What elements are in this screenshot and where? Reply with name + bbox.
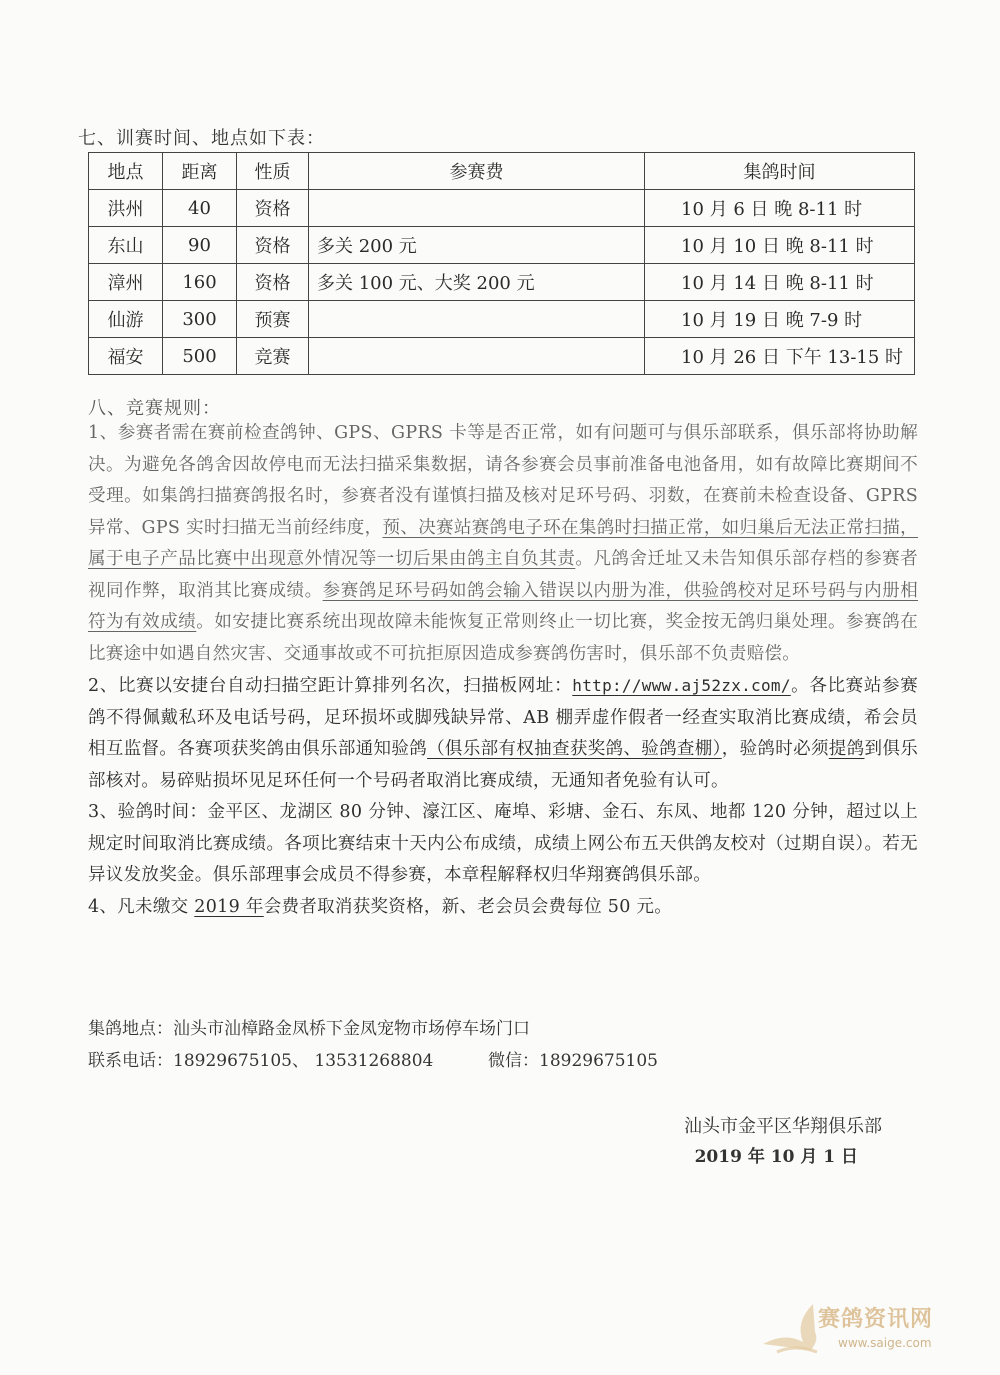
- collection-location: [88, 1014, 530, 1039]
- cell-location: 洪州: [89, 190, 163, 227]
- header-type: 性质: [237, 153, 309, 190]
- cell-distance: 40: [163, 190, 237, 227]
- signature-org: 汕头市金平区华翔俱乐部: [684, 1116, 882, 1137]
- rule-3: 3、验鸽时间：金平区、龙湖区 80 分钟、濠江区、庵埠、彩塘、金石、东凤、地都 120 分钟，超过以上规定时间取消比赛成绩。各项比赛结束十天内公布成绩，成绩上网公布五天供鸽友校对（过期自误）。若无异议发放奖金。俱乐部理事会成员不得参赛，本章程解释权归华翔赛鸽俱乐部。: [88, 802, 918, 885]
- table-row: [89, 301, 915, 338]
- phone-value: 18929675105、 13531268804: [173, 1051, 434, 1071]
- cell-type: 预赛: [237, 301, 309, 338]
- rule-2-text-c: ，验鸽时必须: [721, 739, 829, 759]
- cell-time: 10 月 6 日 晚 8-11 时: [645, 190, 915, 227]
- table-row: [89, 190, 915, 227]
- rule-1-underlined-b: 参赛鸽足环号码如鸽会输入错误以内册为准，供验鸽校对足环号码与内册相符为有效成绩: [88, 580, 918, 632]
- watermark-url: www.saige.com: [838, 1336, 932, 1350]
- cell-distance: 300: [163, 301, 237, 338]
- contact-phone: [88, 1046, 658, 1071]
- cell-type: 竞赛: [237, 338, 309, 375]
- table-row: [89, 338, 915, 375]
- location-label: 集鸽地点：: [88, 1019, 173, 1039]
- cell-distance: 500: [163, 338, 237, 375]
- rule-2-text-b: 。各比赛站参赛鸽不得佩戴私环及电话号码，足环损坏或脚残缺异常、AB 棚弄虚作假者一经查实取消比赛成绩，希会员相互监督。各赛项获奖鸽由俱乐部通知验鸽: [88, 676, 918, 759]
- rule-4: [88, 892, 918, 924]
- header-location: 地点: [89, 153, 163, 190]
- rule-2-text: 2、比赛以安捷台自动扫描空距计算排列名次，扫描板网址：: [88, 676, 573, 696]
- wechat: [488, 1046, 658, 1071]
- section-8-title: 八、竞赛规则：: [88, 398, 221, 419]
- rules-body: [88, 418, 918, 923]
- table-row: [89, 264, 915, 301]
- cell-type: 资格: [237, 264, 309, 301]
- header-distance: 距离: [163, 153, 237, 190]
- watermark-name: 赛鸽资讯网: [818, 1307, 934, 1332]
- signature-date: 2019 年 10 月 1 日: [694, 1147, 858, 1167]
- cell-time: 10 月 26 日 下午 13-15 时: [645, 338, 915, 375]
- rule-4-underlined: 2019 年: [194, 896, 264, 917]
- cell-distance: 90: [163, 227, 237, 264]
- table-header-row: [89, 153, 915, 190]
- cell-fee: 多关 100 元、大奖 200 元: [309, 264, 645, 301]
- cell-location: 漳州: [89, 264, 163, 301]
- rule-1-text: 1、参赛者需在赛前检查鸽钟、GPS、GPRS 卡等是否正常，如有问题可与俱乐部联系，俱乐部将协助解决。为避免各鸽舍因故停电而无法扫描采集数据，请各参赛会员事前准备电池备用，如有故障比赛期间不受理。如集鸽扫描赛鸽报名时，参赛者没有谨慎扫描及核对足环号码、羽数，在赛前未检查设备、GPRS 异常、GPS 实时扫描无当前经纬度，: [88, 423, 918, 538]
- cell-time: 10 月 14 日 晚 8-11 时: [645, 264, 915, 301]
- header-collection-time: 集鸽时间: [645, 153, 915, 190]
- location-value: 汕头市汕樟路金凤桥下金凤宠物市场停车场门口: [173, 1019, 530, 1039]
- rule-4-text: 4、凡未缴交: [88, 896, 195, 917]
- cell-location: 福安: [89, 338, 163, 375]
- cell-fee: 多关 200 元: [309, 227, 645, 264]
- rule-1: [88, 418, 918, 670]
- cell-fee: [309, 301, 645, 338]
- rule-1-text-c: 。如安捷比赛系统出现故障未能恢复正常则终止一切比赛，奖金按无鸽归巢处理。参赛鸽在比赛途中如遇自然灾害、交通事故或不可抗拒原因造成参赛鸽伤害时，俱乐部不负责赔偿。: [88, 612, 918, 664]
- cell-fee: [309, 190, 645, 227]
- wechat-label: 微信：: [488, 1051, 539, 1071]
- header-fee: 参赛费: [309, 153, 645, 190]
- schedule-table: [88, 152, 915, 375]
- cell-distance: 160: [163, 264, 237, 301]
- cell-location: 东山: [89, 227, 163, 264]
- phone-label: 联系电话：: [88, 1051, 173, 1071]
- rule-4-text-b: 会费者取消获奖资格，新、老会员会费每位 50 元。: [263, 896, 673, 917]
- cell-fee: [309, 338, 645, 375]
- cell-location: 仙游: [89, 301, 163, 338]
- table-row: [89, 227, 915, 264]
- rule-2-underlined-b: 提鸽: [828, 739, 865, 759]
- scan-board-link[interactable]: http://www.aj52zx.com/: [572, 676, 791, 695]
- cell-time: 10 月 10 日 晚 8-11 时: [645, 227, 915, 264]
- rule-2: [88, 670, 918, 797]
- section-7-title: 七、训赛时间、地点如下表：: [78, 128, 325, 149]
- wechat-value: 18929675105: [539, 1051, 658, 1071]
- rule-2-underlined: （俱乐部有权抽查获奖鸽、验鸽查棚）: [427, 739, 722, 759]
- cell-type: 资格: [237, 190, 309, 227]
- cell-type: 资格: [237, 227, 309, 264]
- rule-1-underlined: 预、决赛站赛鸽电子环在集鸽时扫描正常，如归巢后无法正常扫描，属于电子产品比赛中出现意外情况等一切后果由鸽主自负其责: [88, 517, 918, 569]
- rule-2-text-d: 到俱乐部核对。易碎贴损坏见足环任何一个号码者取消比赛成绩，无通知者免验有认可。: [88, 739, 918, 791]
- rule-1-text-b: 。凡鸽舍迁址又未告知俱乐部存档的参赛者视同作弊，取消其比赛成绩。: [88, 549, 918, 601]
- cell-time: 10 月 19 日 晚 7-9 时: [645, 301, 915, 338]
